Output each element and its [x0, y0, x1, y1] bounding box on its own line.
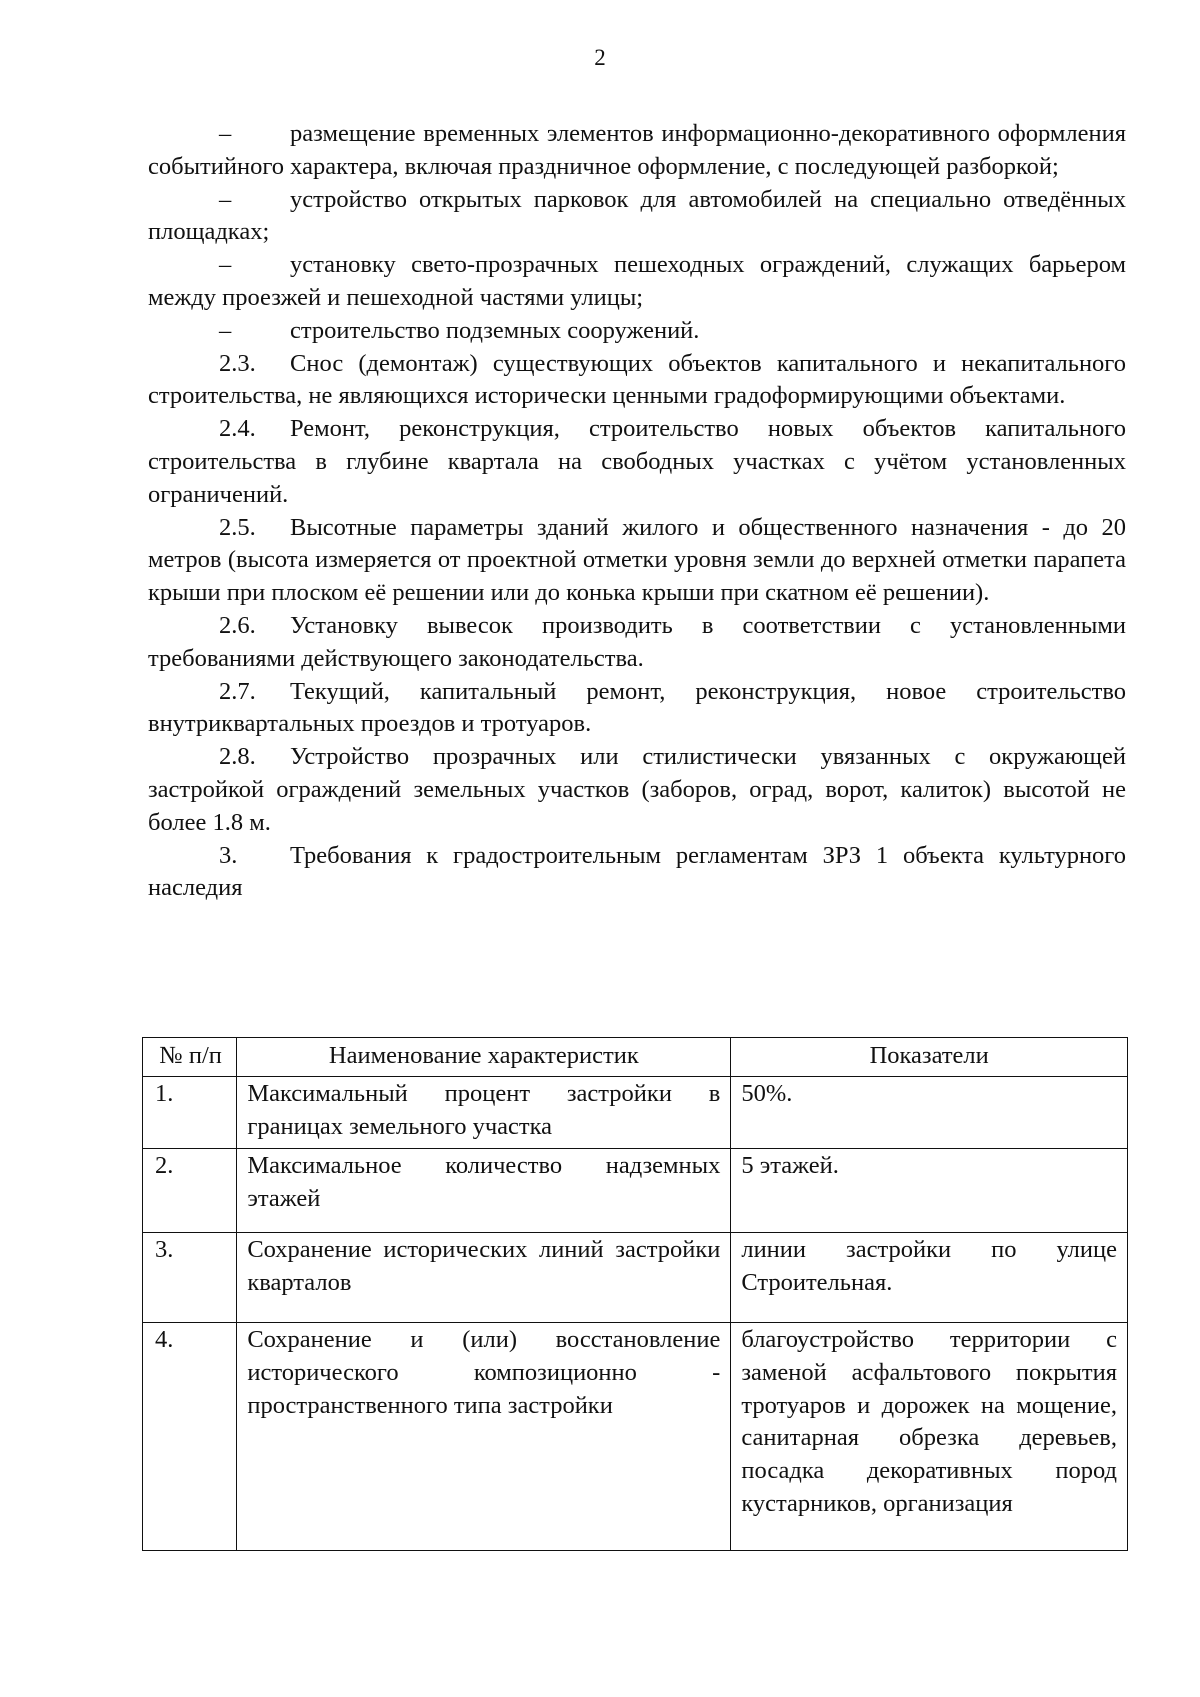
- paragraph-text: Устройство прозрачных или стилистически увязанных с окружающей застройкой ограждений земельных участков (заборов, оград, ворот, калиток) высотой не более 1.8 м.: [148, 743, 1126, 836]
- clause-number: 2.7.: [219, 677, 256, 705]
- paragraph-text: Текущий, капитальный ремонт, реконструкция, новое строительство внутриквартальных проездов и тротуаров.: [148, 677, 1126, 738]
- paragraph-text: Требования к градостроительным регламентам ЗРЗ 1 объекта культурного наследия: [148, 841, 1126, 902]
- dash-marker: –: [219, 185, 232, 213]
- numbered-clause-2-3: [148, 348, 1126, 414]
- row-number: 3.: [143, 1233, 237, 1323]
- numbered-clause-2-7: [148, 676, 1126, 742]
- row-characteristic: Максимальное количество надземных этажей: [237, 1149, 731, 1233]
- paragraph-text: Ремонт, реконструкция, строительство новых объектов капитального строительства в глубине квартала на свободных участках с учётом установленных ограничений.: [148, 415, 1126, 508]
- list-item-dash: [148, 249, 1126, 315]
- numbered-clause-2-4: [148, 413, 1126, 511]
- row-characteristic: Сохранение и (или) восстановление исторического композиционно - пространственного типа застройки: [237, 1323, 731, 1551]
- paragraph-text: Снос (демонтаж) существующих объектов капитального и некапитального строительства, не являющихся исторически ценными градоформирующими объектами.: [148, 349, 1126, 410]
- row-characteristic: Сохранение исторических линий застройки кварталов: [237, 1233, 731, 1323]
- dash-marker: –: [219, 120, 232, 147]
- row-value: 5 этажей.: [731, 1149, 1128, 1233]
- clause-number: 2.8.: [219, 743, 256, 771]
- row-characteristic: Максимальный процент застройки в границах земельного участка: [237, 1077, 731, 1149]
- paragraph-text: установку свето-прозрачных пешеходных ограждений, служащих барьером между проезжей и пешеходной частями улицы;: [148, 251, 1126, 311]
- paragraph-text: строительство подземных сооружений.: [290, 316, 700, 344]
- paragraph-text: устройство открытых парковок для автомобилей на специально отведённых площадках;: [148, 185, 1126, 246]
- table-row: [143, 1233, 1128, 1323]
- row-value: линии застройки по улице Строительная.: [731, 1233, 1128, 1323]
- clause-number: 3.: [219, 841, 238, 869]
- numbered-clause-2-8: [148, 741, 1126, 839]
- row-number: 2.: [143, 1149, 237, 1233]
- paragraph-text: размещение временных элементов информационно-декоративного оформления событийного характера, включая праздничное оформление, с последующей разборкой;: [148, 120, 1126, 180]
- clause-number: 2.6.: [219, 611, 256, 639]
- list-item-dash: [148, 118, 1126, 184]
- paragraph-text: Установку вывесок производить в соответствии с установленными требованиями действующего законодательства.: [148, 611, 1126, 672]
- requirements-table: [142, 1037, 1128, 1551]
- clause-number: 2.5.: [219, 513, 256, 541]
- dash-marker: –: [219, 316, 232, 344]
- clause-number: 2.3.: [219, 349, 256, 377]
- row-number: 1.: [143, 1077, 237, 1149]
- table-row: [143, 1149, 1128, 1233]
- header-value: Показатели: [731, 1038, 1128, 1077]
- header-number: № п/п: [143, 1038, 237, 1077]
- header-characteristic: Наименование характеристик: [237, 1038, 731, 1077]
- numbered-clause-2-6: [148, 610, 1126, 676]
- list-item-dash: [148, 184, 1126, 250]
- table-row: [143, 1077, 1128, 1149]
- clause-number: 2.4.: [219, 415, 256, 443]
- document-body: [148, 118, 1126, 905]
- row-value: благоустройство территории с заменой асфальтового покрытия тротуаров и дорожек на мощение, санитарная обрезка деревьев, посадка декоративных пород кустарников, организация: [731, 1323, 1128, 1551]
- row-number: 4.: [143, 1323, 237, 1551]
- page-number: 2: [594, 45, 606, 70]
- row-value: 50%.: [731, 1077, 1128, 1149]
- table-row: [143, 1323, 1128, 1551]
- dash-marker: –: [219, 251, 232, 279]
- list-item-dash: [148, 315, 1126, 348]
- paragraph-text: Высотные параметры зданий жилого и общественного назначения - до 20 метров (высота измеряется от проектной отметки уровня земли до верхней отметки парапета крыши при плоском её решении или до конька крыши при скатном её решении).: [148, 513, 1126, 607]
- section-heading-3: [148, 840, 1126, 906]
- numbered-clause-2-5: [148, 512, 1126, 610]
- table-header-row: [143, 1038, 1128, 1077]
